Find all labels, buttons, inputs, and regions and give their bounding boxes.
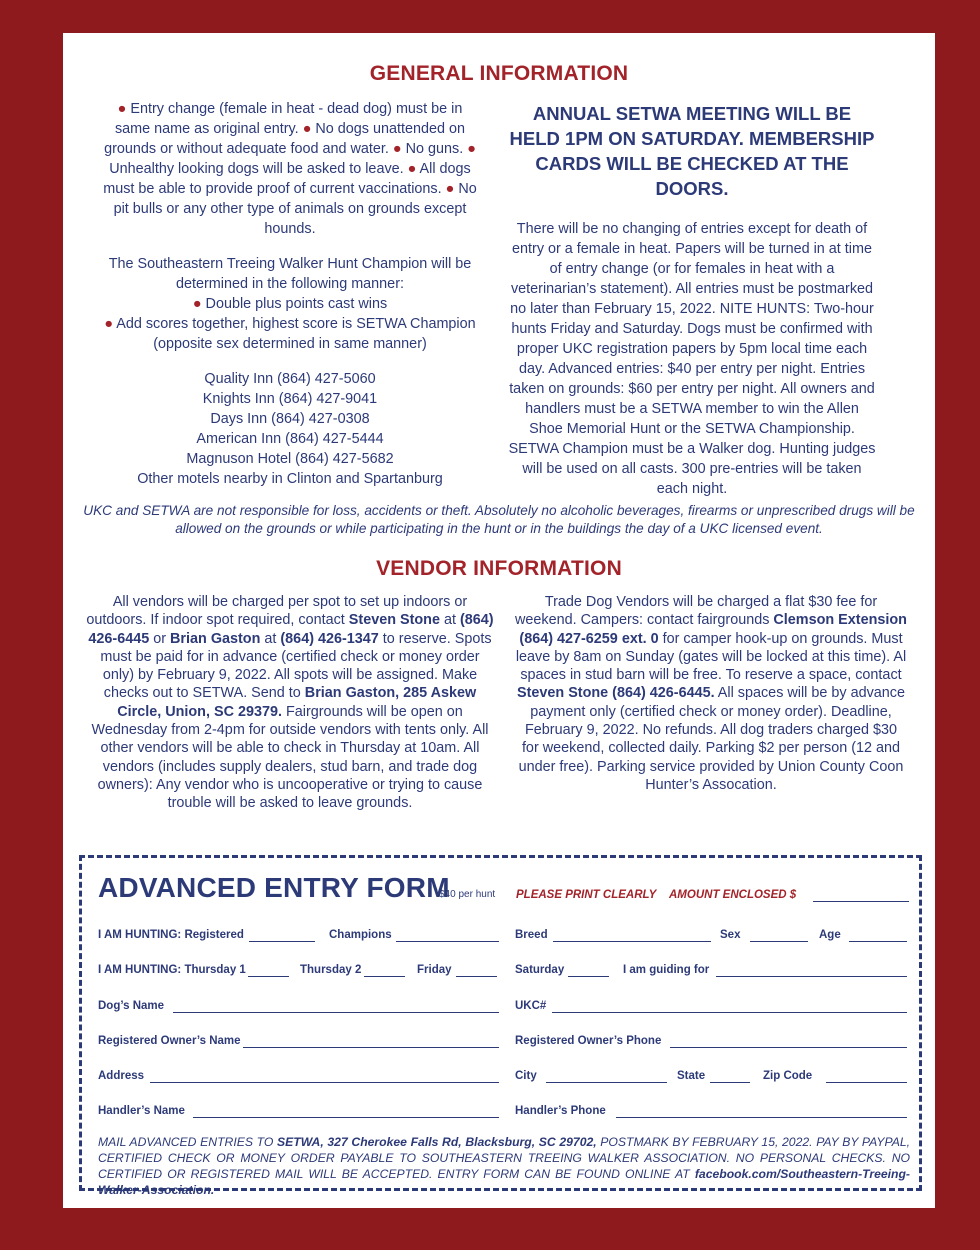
- flyer-page: [63, 33, 935, 1208]
- vendor-text: at: [439, 612, 460, 629]
- owner-name-label: Registered Owner’s Name: [98, 1035, 241, 1047]
- bullet-icon: ●: [467, 141, 476, 157]
- ukc-field[interactable]: [552, 1012, 907, 1013]
- handler-phone-field[interactable]: [616, 1117, 907, 1118]
- vendor-text: at: [260, 630, 281, 647]
- vendor-text: Trade Dog Vendors will be charged a flat $30 fee for weekend. Campers: contact fairgrounds: [515, 594, 878, 629]
- vendor-text: or: [149, 630, 171, 647]
- entries-text: There will be no changing of entries except for death of entry or a female in heat. Papers will be turned in at time of entry change (or for females in heat with a veterinarian’s statement). All entries must be postmarked no later than February 15, 2022. NITE HUNTS: Two-hour hunts Friday and Saturday. Dogs must be confirmed with proper UKC registration papers by 5pm local time each day. Advanced entries: $40 per entry per night. Entries taken on grounds: $60 per entry per night. All owners and handlers must be a SETWA member to win the Allen Shoe Memorial Hunt or the SETWA Championship. SETWA Champion must be a Walker dog. Hunting judges will be used on all casts. 300 pre-entries will be taken each night.: [508, 221, 876, 497]
- city-label: City: [515, 1070, 537, 1082]
- vendor-contact: Brian Gaston: [170, 630, 261, 647]
- meeting-notice: ANNUAL SETWA MEETING WILL BE HELD 1PM ON SATURDAY. MEMBERSHIP CARDS WILL BE CHECKED AT THE DOORS.: [509, 103, 875, 199]
- owner-phone-field[interactable]: [670, 1047, 907, 1048]
- general-rules: [103, 99, 477, 239]
- motel-line: American Inn (864) 427-5444: [196, 431, 384, 447]
- champions-field[interactable]: [396, 941, 499, 942]
- thursday1-field[interactable]: [248, 976, 289, 977]
- vendor-text: Fairgrounds will be open on Wednesday from 2-4pm for outside vendors with tents only. All other vendors will be able to check in Thursday at 10am. All vendors (includes supply dealers, stud barn, and trade dog owners): Any vendor who is uncooperative or trying to cause trouble will be asked to leave grounds.: [91, 703, 489, 812]
- mail-text: POSTMARK BY FEBRUARY 15, 2022. PAY BY PAYPAL, CERTIFIED CHECK OR MONEY ORDER PAYABLE TO SOUTHEASTERN TREEING WALKER ASSOCIATION. NO PERSONAL CHECKS. NO CERTIFIED OR REGISTERED MAIL WILL BE ACCEPTED. ENTRY FORM CAN BE FOUND ONLINE AT: [98, 1135, 911, 1181]
- rule-text: No pit bulls or any other type of animals on grounds except hounds.: [113, 181, 477, 237]
- vendor-contact: Steven Stone: [348, 612, 440, 629]
- owner-name-field[interactable]: [243, 1047, 499, 1048]
- breed-field[interactable]: [553, 941, 711, 942]
- vendor-address: Brian Gaston, 285 Askew Circle, Union, SC 29379.: [117, 685, 477, 720]
- hunting-registered-label: I AM HUNTING: Registered: [98, 929, 244, 941]
- vendor-contact: Steven Stone (864) 426-6445.: [517, 685, 715, 702]
- zip-label: Zip Code: [763, 1070, 813, 1082]
- rule-text: No guns.: [401, 141, 468, 157]
- age-field[interactable]: [849, 941, 907, 942]
- vendor-right-text: [515, 593, 907, 794]
- handler-name-field[interactable]: [193, 1117, 499, 1118]
- friday-label: Friday: [417, 964, 452, 976]
- disclaimer: UKC and SETWA are not responsible for loss, accidents or theft. Absolutely no alcoholic beverages, firearms or unprescribed drugs will be allowed on the grounds or while participating in the hunt or in the buildings the day of a UKC licensed event.: [83, 503, 915, 536]
- per-hunt-price: $40 per hunt: [439, 889, 496, 900]
- mail-text: MAIL ADVANCED ENTRIES TO: [98, 1135, 278, 1149]
- motel-line: Knights Inn (864) 427-9041: [202, 391, 378, 407]
- vendor-left-text: [85, 593, 495, 813]
- facebook-link[interactable]: facebook.com/Southeastern-Treeing-Walker-Association.: [98, 1167, 910, 1197]
- dogs-name-field[interactable]: [173, 1012, 499, 1013]
- ukc-label: UKC#: [515, 1000, 547, 1012]
- handler-phone-label: Handler’s Phone: [515, 1105, 606, 1117]
- guiding-field[interactable]: [716, 976, 907, 977]
- print-clearly-note: PLEASE PRINT CLEARLY: [516, 889, 657, 901]
- champions-label: Champions: [329, 929, 392, 941]
- address-label: Address: [98, 1070, 145, 1082]
- thursday2-label: Thursday 2: [300, 964, 362, 976]
- bullet-icon: ●: [392, 141, 402, 157]
- dogs-name-label: Dog’s Name: [98, 1000, 165, 1012]
- general-left-column: [103, 99, 477, 489]
- handler-name-label: Handler’s Name: [98, 1105, 185, 1117]
- vendor-phone: (864) 426-6445: [88, 612, 494, 647]
- motel-line: Magnuson Hotel (864) 427-5682: [186, 451, 394, 467]
- sex-field[interactable]: [750, 941, 808, 942]
- advanced-entry-form: [79, 855, 922, 1197]
- form-title: ADVANCED ENTRY FORM: [98, 872, 450, 903]
- bullet-icon: ●: [117, 101, 127, 117]
- saturday-label: Saturday: [515, 964, 565, 976]
- rule-text: All dogs must be able to provide proof of current vaccinations.: [103, 161, 471, 197]
- vendor-text: All vendors will be charged per spot to set up indoors or outdoors. If indoor spot required, contact: [86, 594, 468, 629]
- bullet-icon: ●: [192, 296, 202, 312]
- rule-text: Unhealthy looking dogs will be asked to leave.: [109, 161, 408, 177]
- vendor-text: All spaces will be by advance payment only (certified check or money order). Deadline, February 9, 2022. No refunds. All dog traders charged $30 for weekend, collected daily. Parking $2 per person (12 and under free). Parking service provided by Union County Coon Hunter’s Assocation.: [518, 685, 905, 793]
- friday-field[interactable]: [456, 976, 497, 977]
- thursday2-field[interactable]: [364, 976, 405, 977]
- general-right-column: [508, 101, 876, 499]
- state-label: State: [677, 1070, 706, 1082]
- guiding-label: I am guiding for: [623, 964, 710, 976]
- vendor-phone: (864) 426-1347: [280, 630, 379, 647]
- age-label: Age: [819, 929, 841, 941]
- amount-enclosed-label: AMOUNT ENCLOSED $: [669, 889, 797, 901]
- amount-enclosed-field[interactable]: [813, 901, 909, 902]
- champion-item: [103, 294, 477, 314]
- owner-phone-label: Registered Owner’s Phone: [515, 1035, 662, 1047]
- vendor-text: for camper hook-up on grounds. Must leave by 8am on Sunday (gates will be locked at this time). Al spaces in stud barn will be free. To reserve a space, contact: [515, 630, 907, 684]
- champion-item-text: Add scores together, highest score is SETWA Champion (opposite sex determined in same manner): [113, 316, 476, 352]
- motel-line: Quality Inn (864) 427-5060: [204, 371, 376, 387]
- rule-text: Entry change (female in heat - dead dog) must be in same name as original entry.: [114, 101, 463, 137]
- mail-address: SETWA, 327 Cherokee Falls Rd, Blacksburg, SC 29702,: [277, 1135, 597, 1149]
- sex-label: Sex: [720, 929, 741, 941]
- bullet-icon: ●: [407, 161, 417, 177]
- bullet-icon: ●: [445, 181, 455, 197]
- bullet-icon: ●: [302, 121, 312, 137]
- motel-line: Days Inn (864) 427-0308: [210, 411, 370, 427]
- breed-label: Breed: [515, 929, 548, 941]
- address-field[interactable]: [150, 1082, 499, 1083]
- general-info-title: GENERAL INFORMATION: [369, 62, 629, 85]
- vendor-contact: Clemson Extension (864) 427-6259 ext. 0: [519, 612, 907, 647]
- zip-field[interactable]: [826, 1082, 907, 1083]
- saturday-field[interactable]: [568, 976, 609, 977]
- champion-intro: The Southeastern Treeing Walker Hunt Champion will be determined in the following manner:: [108, 256, 472, 292]
- bullet-icon: ●: [104, 316, 114, 332]
- champion-item-text: Double plus points cast wins: [201, 296, 388, 312]
- city-field[interactable]: [546, 1082, 667, 1083]
- vendor-info-title: VENDOR INFORMATION: [376, 557, 622, 580]
- vendor-text: to reserve. Spots must be paid for in advance (certified check or money order only) by February 9, 2022. All spots will be assigned. Make checks out to SETWA. Send to: [100, 630, 492, 702]
- hunting-registered-field[interactable]: [249, 941, 315, 942]
- hunting-thursday1-label: I AM HUNTING: Thursday 1: [98, 964, 246, 976]
- mail-instructions: [98, 1134, 910, 1198]
- champion-item: [103, 314, 477, 354]
- motel-line: Other motels nearby in Clinton and Spartanburg: [137, 471, 443, 487]
- rule-text: No dogs unattended on grounds or without adequate food and water.: [104, 121, 466, 157]
- state-field[interactable]: [710, 1082, 750, 1083]
